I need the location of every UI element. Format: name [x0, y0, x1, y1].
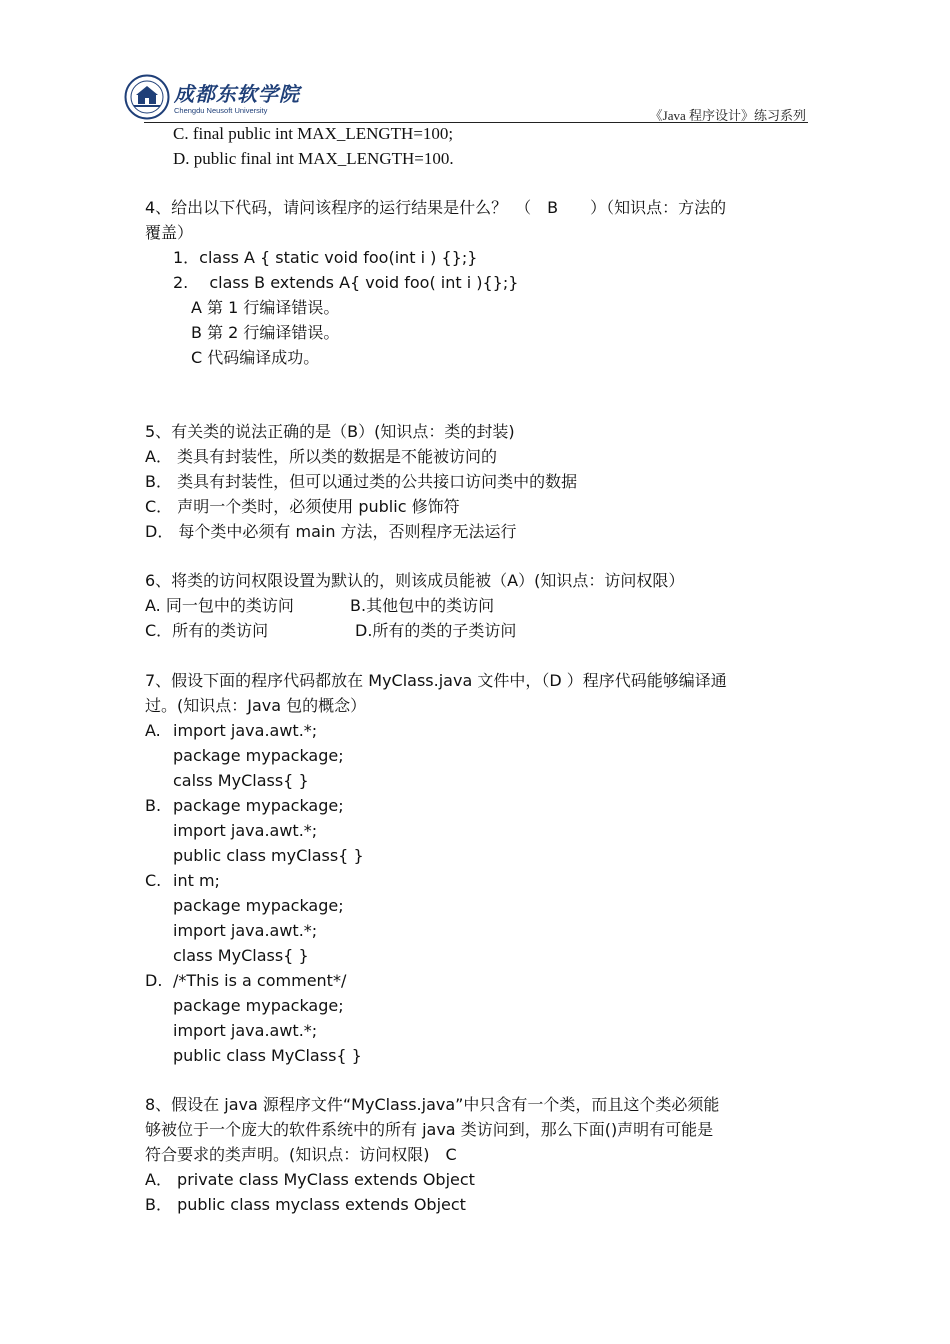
q7-option-c-label: C.: [145, 871, 162, 890]
university-seal-icon: [124, 74, 170, 120]
q4-option-b: B 第 2 行编译错误。: [191, 323, 340, 342]
q7-stem-line2: 过。(知识点：Java 包的概念）: [145, 696, 367, 715]
q8-stem-line2: 够被位于一个庞大的软件系统中的所有 java 类访问到，那么下面()声明有可能是: [145, 1120, 714, 1139]
university-logo: [124, 74, 300, 120]
q6-option-c: C．所有的类访问: [145, 621, 269, 640]
q7-option-b-code-line: import java.awt.*;: [173, 821, 318, 840]
header-divider: [144, 122, 808, 123]
q4-code-line1: 1．class A { static void foo(int i ) {};}: [173, 248, 478, 267]
q6-option-d: D.所有的类的子类访问: [355, 621, 517, 640]
q7-option-d-code-line: /*This is a comment*/: [173, 971, 347, 990]
q7-option-d-code-line: public class MyClass{ }: [173, 1046, 362, 1065]
q5-stem: 5、有关类的说法正确的是（B）(知识点：类的封装): [145, 422, 515, 441]
q4-option-a: A 第 1 行编译错误。: [191, 298, 340, 317]
q6-stem: 6、将类的访问权限设置为默认的，则该成员能被（A）(知识点：访问权限）: [145, 571, 685, 590]
q3-option-c: C. final public int MAX_LENGTH=100;: [173, 124, 454, 143]
q7-option-a-code-line: calss MyClass{ }: [173, 771, 309, 790]
q7-option-d-code-line: import java.awt.*;: [173, 1021, 318, 1040]
q5-option-a: A． 类具有封装性，所以类的数据是不能被访问的: [145, 447, 498, 466]
q8-option-a: A． private class MyClass extends Object: [145, 1170, 475, 1189]
q3-option-d: D. public final int MAX_LENGTH=100.: [173, 149, 454, 168]
q8-stem-line1: 8、假设在 java 源程序文件“MyClass.java”中只含有一个类，而且这个类必须能: [145, 1095, 720, 1114]
q4-stem-line1: 4、给出以下代码，请问该程序的运行结果是什么？ （ B ）（知识点：方法的: [145, 198, 727, 217]
series-title: 《Java 程序设计》练习系列: [649, 108, 806, 123]
university-english-name: Chengdu Neusoft University: [174, 106, 268, 115]
q7-option-a-label: A.: [145, 721, 161, 740]
q4-stem-line2: 覆盖）: [145, 223, 194, 242]
q7-option-b-label: B.: [145, 796, 162, 815]
q6-option-a: A. 同一包中的类访问: [145, 596, 294, 615]
q7-option-a-code-line: package mypackage;: [173, 746, 344, 765]
q8-option-b: B． public class myclass extends Object: [145, 1195, 466, 1214]
q7-option-c-code-line: package mypackage;: [173, 896, 344, 915]
q7-option-b-code-line: public class myClass{ }: [173, 846, 364, 865]
q7-option-d-code-line: package mypackage;: [173, 996, 344, 1015]
q6-option-b: B.其他包中的类访问: [350, 596, 495, 615]
q8-stem-line3: 符合要求的类声明。(知识点：访问权限) C: [145, 1145, 457, 1164]
q7-option-a-code-line: import java.awt.*;: [173, 721, 318, 740]
page-header: [0, 0, 950, 125]
q4-option-c: C 代码编译成功。: [191, 348, 320, 367]
q4-code-line2: 2. class B extends A{ void foo( int i ){};}: [173, 273, 519, 292]
q7-option-c-code-line: int m;: [173, 871, 220, 890]
q7-option-d-label: D.: [145, 971, 163, 990]
q5-option-d: D． 每个类中必须有 main 方法，否则程序无法运行: [145, 522, 517, 541]
q5-option-b: B． 类具有封装性，但可以通过类的公共接口访问类中的数据: [145, 472, 578, 491]
q5-option-c: C． 声明一个类时，必须使用 public 修饰符: [145, 497, 460, 516]
q7-option-c-code-line: import java.awt.*;: [173, 921, 318, 940]
q7-option-b-code-line: package mypackage;: [173, 796, 344, 815]
q7-stem-line1: 7、假设下面的程序代码都放在 MyClass.java 文件中，（D ）程序代码能够编译通: [145, 671, 727, 690]
q7-option-c-code-line: class MyClass{ }: [173, 946, 309, 965]
university-name: 成都东软学院: [174, 82, 300, 106]
